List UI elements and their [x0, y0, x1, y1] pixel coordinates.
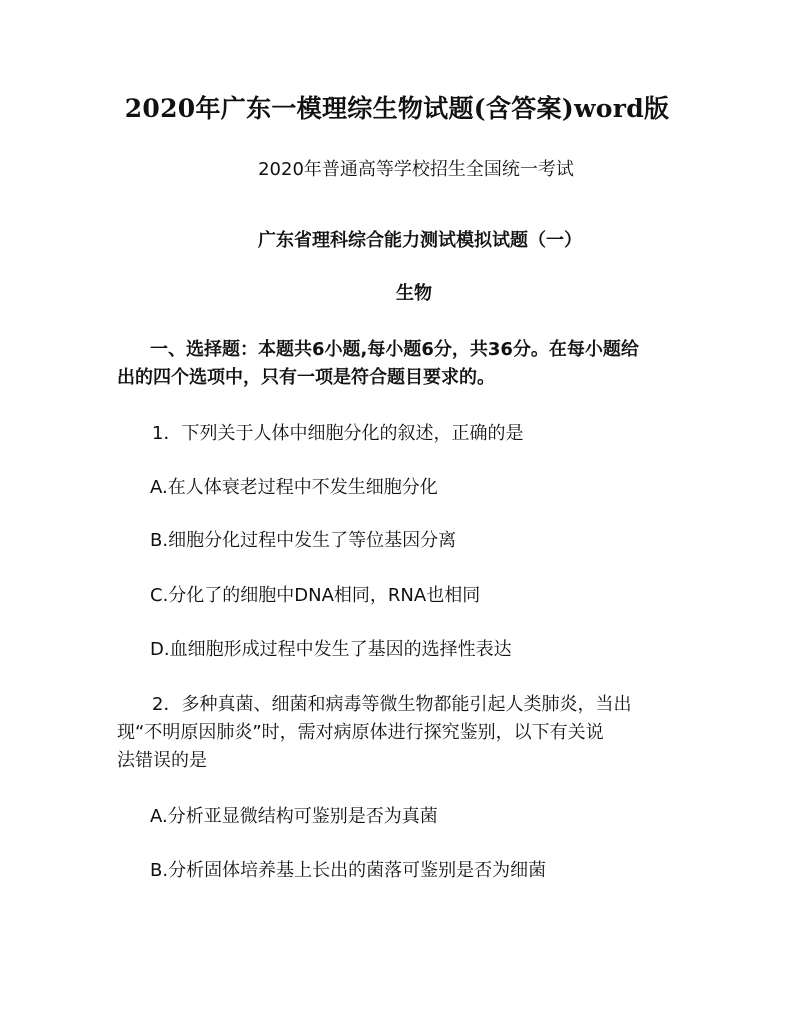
question-1-option-a: A.在人体衰老过程中不发生细胞分化 — [150, 477, 438, 498]
question-1-option-b: B.细胞分化过程中发生了等位基因分离 — [150, 530, 457, 551]
question-2-stem-line-1: 2．多种真菌、细菌和病毒等微生物都能引起人类肺炎，当出 — [152, 694, 632, 715]
subject-heading: 生物 — [396, 283, 432, 304]
document-title: 2020年广东一模理综生物试题(含答案)word版 — [124, 94, 670, 123]
question-1-option-d: D.血细胞形成过程中发生了基因的选择性表达 — [150, 639, 512, 660]
section-heading-line-1: 一、选择题：本题共6小题,每小题6分，共36分。在每小题给 — [150, 339, 639, 360]
exam-subtitle: 2020年普通高等学校招生全国统一考试 — [258, 159, 574, 180]
question-2-option-b: B.分析固体培养基上长出的菌落可鉴别是否为细菌 — [150, 860, 547, 881]
question-2-option-a: A.分析亚显微结构可鉴别是否为真菌 — [150, 806, 438, 827]
question-2-stem-line-2: 现“不明原因肺炎”时，需对病原体进行探究鉴别，以下有关说 — [117, 722, 604, 743]
exam-name: 广东省理科综合能力测试模拟试题（一） — [258, 230, 582, 251]
section-heading-line-2: 出的四个选项中，只有一项是符合题目要求的。 — [117, 367, 495, 388]
question-1-option-c: C.分化了的细胞中DNA相同，RNA也相同 — [150, 585, 481, 606]
question-2-stem-line-3: 法错误的是 — [117, 750, 207, 771]
question-1-stem: 1．下列关于人体中细胞分化的叙述，正确的是 — [152, 423, 524, 444]
